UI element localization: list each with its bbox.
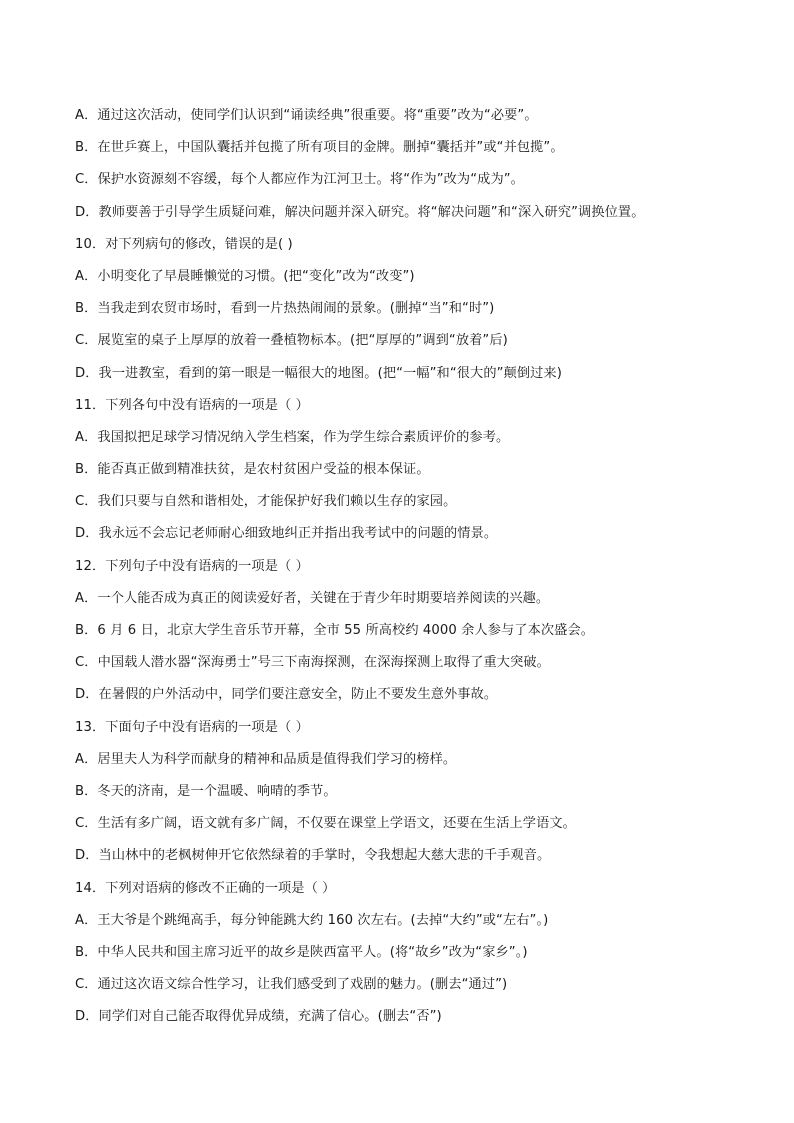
option-11b: B．能否真正做到精准扶贫，是农村贫困户受益的根本保证。 (75, 462, 430, 478)
option-11d: D．我永远不会忘记老师耐心细致地纠正并指出我考试中的问题的情景。 (75, 526, 498, 542)
option-13a: A．居里夫人为科学而献身的精神和品质是值得我们学习的榜样。 (75, 751, 457, 767)
option-10a: A．小明变化了早晨睡懒觉的习惯。(把“变化”改为“改变”) (75, 268, 415, 284)
option-10b: B．当我走到农贸市场时，看到一片热热闹闹的景象。(删掉“当”和“时”) (75, 301, 495, 317)
question-text-block (75, 100, 735, 1033)
option-13b: B．冬天的济南，是一个温暖、响晴的季节。 (75, 783, 337, 799)
option-10d: D．我一进教室，看到的第一眼是一幅很大的地图。(把“一幅”和“很大的”颠倒过来) (75, 365, 562, 381)
option-9b: B．在世乒赛上，中国队囊括并包揽了所有项目的金牌。删掉“囊括并”或“并包揽”。 (75, 140, 564, 156)
option-14b: B．中华人民共和国主席习近平的故乡是陕西富平人。(将“故乡”改为“家乡”。) (75, 944, 528, 960)
option-12c: C．中国载人潜水器“深海勇士”号三下南海探测，在深海探测上取得了重大突破。 (75, 655, 550, 671)
option-13d: D．当山林中的老枫树伸开它依然绿着的手掌时，令我想起大慈大悲的千手观音。 (75, 848, 551, 864)
option-14c: C．通过这次语文综合性学习，让我们感受到了戏剧的魅力。(删去“通过”) (75, 977, 508, 993)
option-9c: C．保护水资源刻不容缓，每个人都应作为江河卫士。将“作为”改为“成为”。 (75, 172, 524, 188)
option-13c: C．生活有多广阔，语文就有多广阔，不仅要在课堂上学语文，还要在生活上学语文。 (75, 816, 576, 832)
question-10: 10．对下列病句的修改，错误的是( ) (75, 236, 293, 252)
option-14a: A．王大爷是个跳绳高手，每分钟能跳大约 160 次左右。(去掉“大约”或“左右”。) (75, 912, 549, 928)
option-12b: B．6 月 6 日，北京大学生音乐节开幕，全市 55 所高校约 4000 余人参与了本次盛会。 (75, 623, 595, 638)
option-11c: C．我们只要与自然和谐相处，才能保护好我们赖以生存的家园。 (75, 494, 457, 510)
option-9d: D．教师要善于引导学生质疑问难，解决问题并深入研究。将“解决问题”和“深入研究”调换位置。 (75, 204, 645, 220)
option-11a: A．我国拟把足球学习情况纳入学生档案，作为学生综合素质评价的参考。 (75, 429, 510, 445)
option-9a: A．通过这次活动，使同学们认识到“诵读经典”很重要。将“重要”改为“必要”。 (75, 108, 538, 123)
question-14: 14．下列对语病的修改不正确的一项是（ ） (75, 880, 336, 896)
option-12d: D．在暑假的户外活动中，同学们要注意安全，防止不要发生意外事故。 (75, 687, 498, 703)
option-12a: A．一个人能否成为真正的阅读爱好者，关键在于青少年时期要培养阅读的兴趣。 (75, 590, 550, 606)
option-10c: C．展览室的桌子上厚厚的放着一叠植物标本。(把“厚厚的”调到“放着”后) (75, 333, 508, 349)
question-13: 13．下面句子中没有语病的一项是（ ） (75, 719, 309, 735)
question-12: 12．下列句子中没有语病的一项是（ ） (75, 558, 309, 574)
question-11: 11．下列各句中没有语病的一项是（ ） (75, 397, 309, 413)
option-14d: D．同学们对自己能否取得优异成绩，充满了信心。(删去“否”) (75, 1009, 442, 1025)
